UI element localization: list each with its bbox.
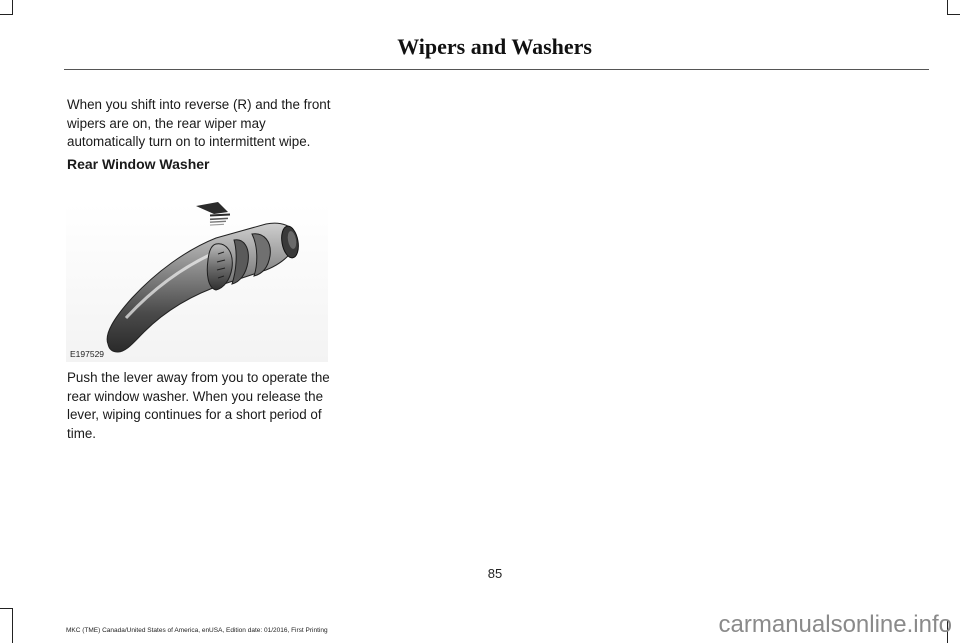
header-divider bbox=[64, 69, 929, 70]
crop-mark bbox=[947, 14, 960, 15]
crop-mark bbox=[12, 0, 13, 14]
body-paragraph: Push the lever away from you to operate the rear window washer. When you release the lever, wiping continues for a short period of time. bbox=[67, 370, 330, 441]
crop-mark bbox=[947, 0, 948, 14]
crop-mark bbox=[0, 14, 13, 15]
crop-mark bbox=[0, 608, 13, 609]
figure-label: E197529 bbox=[70, 349, 105, 359]
intro-paragraph: When you shift into reverse (R) and the front wipers are on, the rear wiper may automatically turn on to intermittent wipe. bbox=[67, 97, 331, 149]
edition-footer: MKC (TME) Canada/United States of America, enUSA, Edition date: 01/2016, First Printing bbox=[66, 627, 328, 634]
watermark: carmanualsonline.info bbox=[718, 611, 952, 638]
crop-mark bbox=[12, 608, 13, 643]
page-header-title: Wipers and Washers bbox=[397, 34, 592, 59]
wiper-lever-illustration bbox=[66, 192, 328, 362]
page-number: 85 bbox=[487, 566, 503, 581]
section-heading: Rear Window Washer bbox=[67, 156, 210, 172]
wiper-lever-figure bbox=[66, 192, 328, 362]
